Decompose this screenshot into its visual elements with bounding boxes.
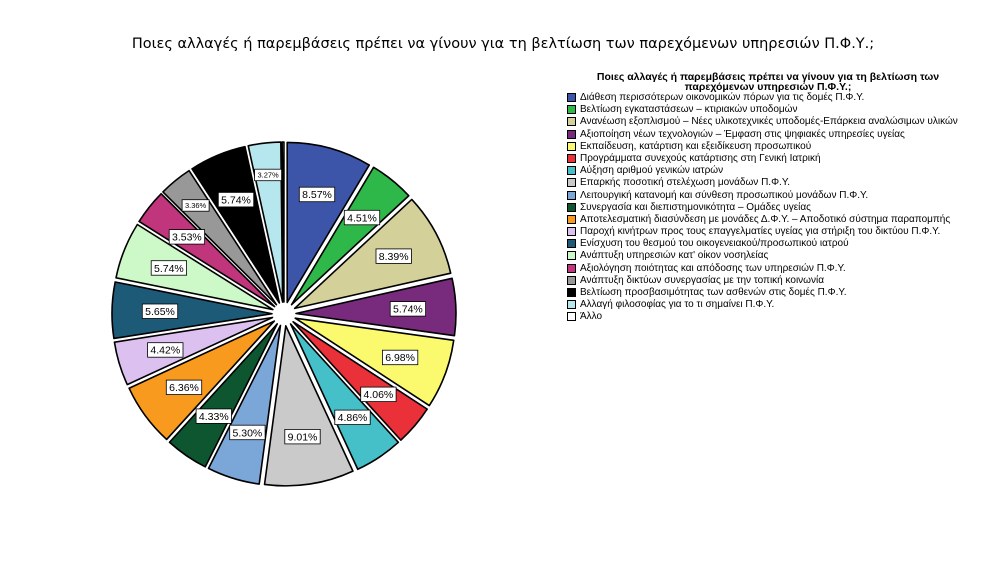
- legend-swatch-2: [567, 105, 576, 114]
- legend-item-8: [567, 178, 967, 190]
- legend-swatch-1: [567, 93, 576, 102]
- slice-value-text-9: 5.30%: [232, 427, 263, 440]
- slice-value-label-4: [390, 302, 425, 317]
- slice-value-label-6: [361, 387, 396, 402]
- legend-label-2: Βελτίωση εγκαταστάσεων – κτιριακών υποδομών: [580, 104, 798, 116]
- legend-label-11: Αποτελεσματική διασύνδεση με μονάδες Δ.Φ.Υ. – Αποδοτικό σύστημα παραπομπής: [580, 213, 951, 225]
- slice-value-text-5: 6.98%: [385, 352, 415, 365]
- slice-value-label-10: [196, 409, 231, 424]
- legend-swatch-3: [567, 117, 576, 126]
- legend-title: Ποιες αλλαγές ή παρεμβάσεις πρέπει να γίνουν για τη βελτίωση των παρεχόμενων υπηρεσιών Π.Φ.Υ.;: [596, 71, 940, 93]
- legend-items: [567, 93, 967, 325]
- legend-label-1: Διάθεση περισσότερων οικονομικών πόρων για τις δομές Π.Φ.Υ.: [580, 92, 865, 103]
- legend-swatch-7: [567, 166, 576, 175]
- slice-value-text-11: 6.36%: [169, 382, 199, 395]
- slice-value-label-15: [169, 230, 204, 245]
- slice-value-text-17: 5.74%: [221, 194, 251, 207]
- slice-value-text-14: 5.74%: [154, 262, 184, 275]
- slice-value-text-12: 4.42%: [150, 344, 181, 357]
- legend-label-14: Ανάπτυξη υπηρεσιών κατ' οίκον νοσηλείας: [580, 250, 769, 262]
- legend-item-15: [567, 264, 967, 276]
- legend-item-4: [567, 130, 967, 142]
- legend-swatch-11: [567, 215, 576, 224]
- legend-label-15: Αξιολόγηση ποιότητας και απόδοσης των υπηρεσιών Π.Φ.Υ.: [580, 262, 846, 274]
- legend-item-9: [567, 191, 967, 203]
- legend-label-8: Επαρκής ποσοτική στελέχωση μονάδων Π.Φ.Υ.: [580, 177, 790, 189]
- slice-value-text-1: 8.57%: [302, 189, 332, 202]
- legend-label-19: Άλλο: [580, 311, 603, 323]
- legend-item-18: [567, 300, 967, 312]
- legend-item-14: [567, 251, 967, 263]
- slice-value-text-16: 3.36%: [184, 201, 207, 211]
- legend-label-17: Βελτίωση προσβασιμότητας των ασθενών στις δομές Π.Φ.Υ.: [580, 287, 847, 298]
- slice-value-text-6: 4.06%: [363, 389, 394, 402]
- slice-value-label-14: [151, 261, 186, 276]
- legend-label-10: Συνεργασία και διεπιστημονικότητα – Ομάδες υγείας: [580, 201, 811, 213]
- legend-item-19: [567, 312, 967, 324]
- legend-swatch-18: [567, 300, 576, 309]
- legend-label-13: Ενίσχυση του θεσμού του οικογενειακού/προσωπικού ιατρού: [580, 238, 849, 250]
- legend-label-7: Αύξηση αριθμού γενικών ιατρών: [580, 165, 724, 177]
- legend-swatch-16: [567, 276, 576, 285]
- legend-swatch-8: [567, 178, 576, 187]
- legend-label-4: Αξιοποίηση νέων τεχνολογιών – Έμφαση στις ψηφιακές υπηρεσίες υγείας: [580, 128, 905, 140]
- slice-value-text-8: 9.01%: [287, 431, 318, 444]
- chart-title: Ποιες αλλαγές ή παρεμβάσεις πρέπει να γίνουν για τη βελτίωση των παρεχόμενων υπηρεσιών Π.Φ.Υ.;: [131, 36, 875, 52]
- slice-value-text-3: 8.39%: [378, 250, 409, 263]
- slice-value-label-13: [142, 304, 177, 319]
- legend-swatch-12: [567, 227, 576, 236]
- legend-swatch-15: [567, 264, 576, 273]
- slice-value-label-11: [166, 380, 201, 395]
- legend-label-16: Ανάπτυξη δικτύων συνεργασίας με την τοπική κοινωνία: [580, 274, 824, 286]
- slice-value-text-7: 4.86%: [337, 412, 368, 425]
- slice-value-text-2: 4.51%: [347, 212, 377, 225]
- legend-label-9: Λειτουργική κατανομή και σύνθεση προσωπικού μονάδων Π.Φ.Υ.: [580, 189, 869, 201]
- legend-swatch-10: [567, 203, 576, 212]
- slice-value-label-17: [218, 192, 253, 207]
- slice-value-text-13: 5.65%: [145, 306, 175, 318]
- slice-value-label-5: [382, 350, 417, 365]
- slice-value-label-3: [376, 249, 411, 264]
- slice-value-label-7: [335, 410, 370, 425]
- slice-value-text-4: 5.74%: [393, 303, 423, 316]
- slice-value-text-18: 3.27%: [257, 170, 279, 180]
- slice-value-label-9: [230, 425, 265, 440]
- slice-value-label-8: [285, 429, 320, 444]
- legend-label-18: Αλλαγή φιλοσοφίας για το τι σημαίνει Π.Φ.Υ.: [580, 299, 775, 311]
- legend-item-3: [567, 117, 967, 129]
- legend-swatch-17: [567, 288, 576, 297]
- slice-value-label-18: [255, 169, 282, 181]
- slice-value-text-15: 3.53%: [172, 231, 202, 244]
- legend-swatch-5: [567, 142, 576, 151]
- legend-swatch-13: [567, 239, 576, 248]
- legend-swatch-14: [567, 251, 576, 260]
- legend-swatch-19: [567, 312, 576, 321]
- legend-label-3: Ανανέωση εξοπλισμού – Νέες υλικοτεχνικές υποδομές-Επάρκεια αναλώσιμων υλικών: [580, 116, 958, 128]
- legend-swatch-4: [567, 130, 576, 139]
- slice-value-label-12: [148, 343, 183, 358]
- legend-label-5: Εκπαίδευση, κατάρτιση και εξειδίκευση προσωπικού: [580, 140, 812, 152]
- legend-label-6: Προγράμματα συνεχούς κατάρτισης στη Γενική Ιατρική: [580, 152, 821, 164]
- slice-value-text-10: 4.33%: [198, 411, 229, 423]
- legend-swatch-9: [567, 191, 576, 200]
- slice-value-label-1: [299, 187, 334, 202]
- chart-legend: [567, 72, 967, 325]
- slice-value-label-2: [344, 210, 379, 225]
- slice-value-label-16: [182, 200, 209, 212]
- legend-label-12: Παροχή κινήτρων προς τους επαγγελματίες υγείας για στήριξη του δικτύου Π.Φ.Υ.: [580, 226, 941, 238]
- legend-swatch-6: [567, 154, 576, 163]
